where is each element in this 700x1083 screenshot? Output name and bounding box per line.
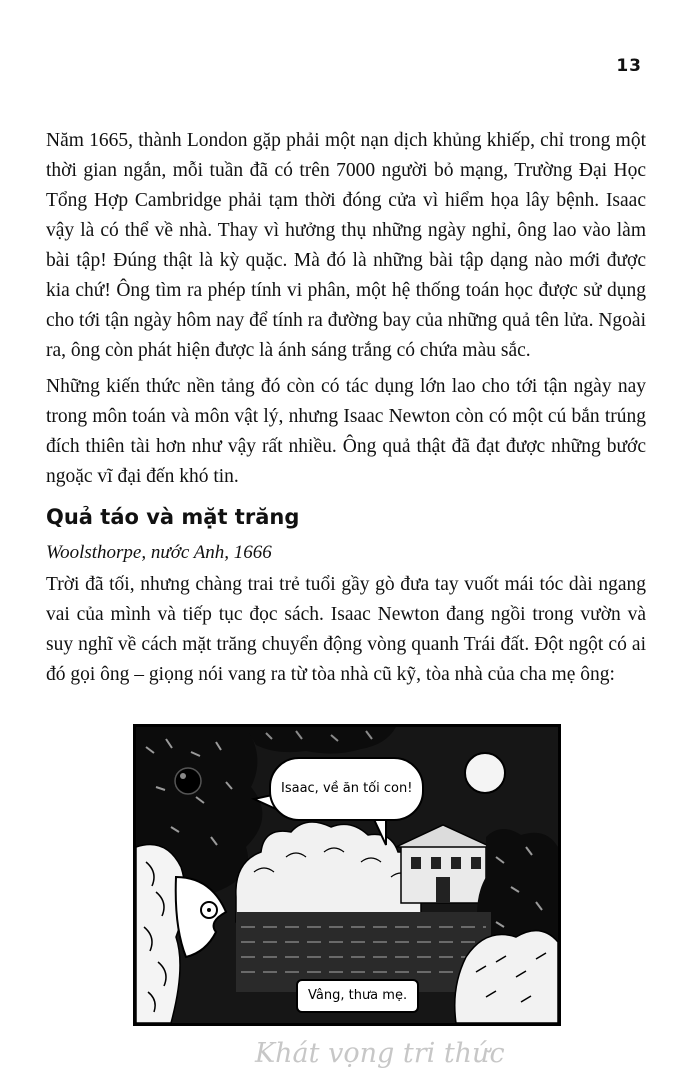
body-paragraph-foundations: Những kiến thức nền tảng đó còn có tác dụng lớn lao cho tới tận ngày nay trong môn toán và môn vật lý, nhưng Isaac Newton còn có một cú bắn trúng đích thiên tài hơn như vậy rất nhiều. Ông quả thật đã đạt được những bước ngoặc vĩ đại đến khó tin. bbox=[46, 376, 646, 487]
speech-bubble-isaac: Vâng, thưa mẹ. bbox=[296, 979, 419, 1013]
house-door bbox=[436, 877, 450, 903]
apple bbox=[175, 768, 201, 794]
watermark-text: Khát vọng tri thức bbox=[255, 1038, 505, 1069]
comic-panel bbox=[133, 724, 561, 1026]
section-subtitle: Woolsthorpe, nước Anh, 1666 bbox=[46, 542, 272, 563]
page-number: 13 bbox=[616, 56, 642, 76]
section-heading: Quả táo và mặt trăng bbox=[46, 505, 300, 529]
body-paragraph-garden: Trời đã tối, nhưng chàng trai trẻ tuổi gầy gò đưa tay vuốt mái tóc dài ngang vai của mình và tiếp tục đọc sách. Isaac Newton đang ngồi trong vườn và suy nghĩ về cách mặt trăng chuyển động vòng quanh Trái đất. Đột ngột có ai đó gọi ông – giọng nói vang ra từ tòa nhà cũ kỹ, tòa nhà của cha mẹ ông: bbox=[46, 574, 646, 685]
speech-bubble-mom: Isaac, về ăn tối con! bbox=[269, 757, 424, 821]
moon bbox=[465, 753, 505, 793]
body-paragraph-plague: Năm 1665, thành London gặp phải một nạn dịch khủng khiếp, chỉ trong một thời gian ngắn, mỗi tuần đã có trên 7000 người bỏ mạng, Trường Đại Học Tổng Hợp Cambridge phải tạm thời đóng cửa vì hiểm họa lây bệnh. Isaac vậy là có thể về nhà. Thay vì hưởng thụ những ngày nghỉ, ông lao vào làm bài tập! Đúng thật là kỳ quặc. Mà đó là những bài tập dạng nào mới được kia chứ! Ông tìm ra phép tính vi phân, một hệ thống toán học được sử dụng cho tới tận ngày hôm nay để tính ra đường bay của những quả tên lửa. Ngoài ra, ông còn phát hiện được là ánh sáng trắng có chứa màu sắc. bbox=[46, 130, 646, 361]
isaac-hair bbox=[136, 845, 185, 1024]
